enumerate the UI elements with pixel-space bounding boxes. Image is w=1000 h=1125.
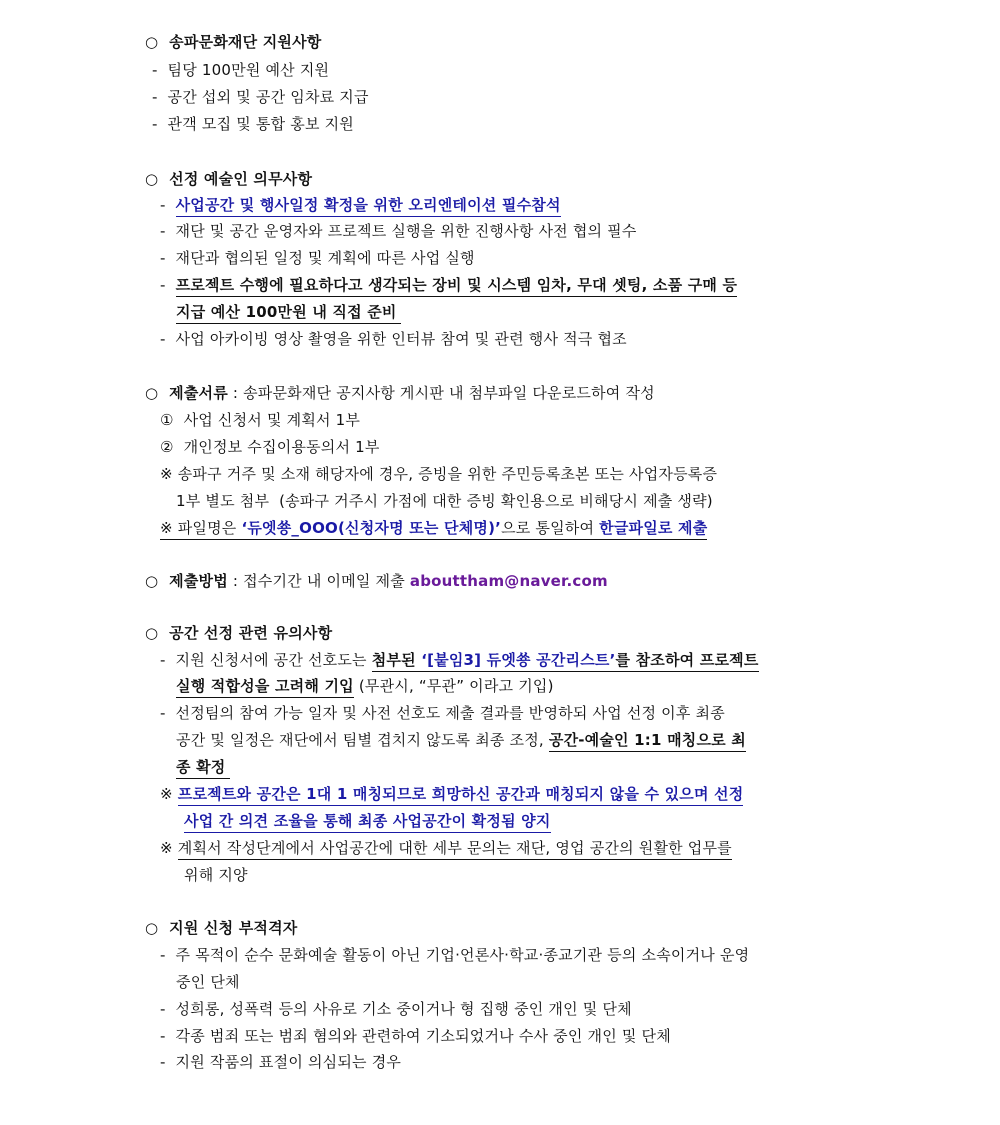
method-heading-label: ○ 제출방법 (145, 572, 228, 590)
ineligible-item-affiliation-cont: 중인 단체 (176, 973, 240, 991)
hwp-file-note: 한글파일로 제출 (599, 519, 708, 537)
space-item-preference-cont: 실행 적합성을 고려해 기입 (무관시, “무관” 이라고 기입) (176, 674, 554, 698)
matching-bold: 공간-예술인 1:1 매칭으로 최 (549, 729, 746, 752)
method-heading (145, 569, 608, 593)
filename-format: ‘듀엣쑝_OOO(신청자명 또는 단체명)’ (241, 519, 502, 537)
ineligible-item-crime: - 각종 범죄 또는 범죄 혐의와 관련하여 기소되었거나 수사 중인 개인 및 단체 (160, 1027, 671, 1045)
support-item-promo: - 관객 모집 및 통합 홍보 지원 (152, 115, 354, 133)
space-note-inquiry-cont: 위해 지양 (184, 866, 248, 884)
space-note-matching-cont (184, 809, 551, 833)
support-item-space: - 공간 섭외 및 공간 임차료 지급 (152, 88, 369, 106)
submission-email-link[interactable]: abouttham@naver.com (409, 572, 608, 590)
space-list-attachment: ‘[붙임3] 듀엣쑝 공간리스트’ (421, 651, 616, 669)
documents-note-filename (160, 516, 707, 540)
documents-heading (145, 381, 655, 405)
ineligible-heading: ○ 지원 신청 부적격자 (145, 919, 298, 937)
support-item-budget: - 팀당 100만원 예산 지원 (152, 61, 330, 79)
space-note-matching: ※ 프로젝트와 공간은 1대 1 매칭되므로 희망하신 공간과 매칭되지 않을 수 있으며 선정 (160, 782, 743, 806)
method-heading-desc: : 접수기간 내 이메일 제출 (227, 572, 410, 590)
space-item-adjust-cont2 (176, 755, 230, 779)
inquiry-note-line1: 계획서 작성단계에서 사업공간에 대한 세부 문의는 재단, 영업 공간의 원활한 업무를 (178, 837, 732, 860)
equipment-text-line2: 지급 예산 100만원 내 직접 준비 (176, 301, 401, 324)
ineligible-item-plagiarism: - 지원 작품의 표절이 의심되는 경우 (160, 1053, 402, 1071)
space-preference-bold: 첨부된 ‘[붙임3] 듀엣쑝 공간리스트’를 참조하여 프로젝트 (372, 649, 759, 672)
duties-item-orientation (160, 193, 561, 217)
matching-note-line1: 프로젝트와 공간은 1대 1 매칭되므로 희망하신 공간과 매칭되지 않을 수 있으며 선정 (178, 783, 744, 806)
duties-item-equipment-cont (176, 300, 401, 324)
matching-note-line2: 사업 간 의견 조율을 통해 최종 사업공간이 확정됨 양지 (184, 810, 551, 833)
space-item-adjust: - 선정팀의 참여 가능 일자 및 사전 선호도 제출 결과를 반영하되 사업 선정 이후 최종 (160, 704, 725, 722)
space-item-adjust-cont: 공간 및 일정은 재단에서 팀별 겹치지 않도록 최종 조정, 공간-예술인 1:1 매칭으로 최 (176, 728, 746, 752)
duties-item-execute: - 재단과 협의된 일정 및 계획에 따른 사업 실행 (160, 249, 475, 267)
space-heading: ○ 공간 선정 관련 유의사항 (145, 624, 333, 642)
list-dash: - (160, 196, 176, 214)
support-heading: ○ 송파문화재단 지원사항 (145, 33, 322, 51)
documents-item-consent: ② 개인정보 수집이용동의서 1부 (160, 438, 380, 456)
duties-heading: ○ 선정 예술인 의무사항 (145, 170, 313, 188)
filename-note: ※ 파일명은 ‘듀엣쑝_OOO(신청자명 또는 단체명)’으로 통일하여 한글파일로 제출 (160, 517, 707, 540)
space-note-inquiry: ※ 계획서 작성단계에서 사업공간에 대한 세부 문의는 재단, 영업 공간의 원활한 업무를 (160, 836, 732, 860)
documents-heading-label: ○ 제출서류 (145, 384, 228, 402)
equipment-text-line1: 프로젝트 수행에 필요하다고 생각되는 장비 및 시스템 임차, 무대 셋팅, 소품 구매 등 (176, 274, 738, 297)
duties-item-archive: - 사업 아카이빙 영상 촬영을 위한 인터뷰 참여 및 관련 행사 적극 협조 (160, 330, 627, 348)
matching-bold-end: 종 확정 (176, 756, 230, 779)
documents-item-application: ① 사업 신청서 및 계획서 1부 (160, 411, 361, 429)
documents-heading-desc: : 송파문화재단 공지사항 게시판 내 첨부파일 다운로드하여 작성 (227, 384, 655, 402)
documents-note-residence-cont: 1부 별도 첨부 (송파구 거주시 가점에 대한 증빙 확인용으로 비해당시 제출 생략) (176, 492, 713, 510)
documents-note-residence: ※ 송파구 거주 및 소재 해당자에 경우, 증빙을 위한 주민등록초본 또는 사업자등록증 (160, 465, 718, 483)
space-item-preference: - 지원 신청서에 공간 선호도는 첨부된 ‘[붙임3] 듀엣쑝 공간리스트’를 참조하여 프로젝트 (160, 648, 759, 672)
ineligible-item-harassment: - 성희롱, 성폭력 등의 사유로 기소 중이거나 형 집행 중인 개인 및 단체 (160, 1000, 632, 1018)
ineligible-item-affiliation: - 주 목적이 순수 문화예술 활동이 아닌 기업·언론사·학교·종교기관 등의 소속이거나 운영 (160, 946, 750, 964)
orientation-required-text: 사업공간 및 행사일정 확정을 위한 오리엔테이션 필수참석 (176, 194, 561, 217)
list-dash: - (160, 276, 176, 294)
duties-item-consult: - 재단 및 공간 운영자와 프로젝트 실행을 위한 진행사항 사전 협의 필수 (160, 222, 637, 240)
duties-item-equipment (160, 273, 737, 297)
space-suitability-bold: 실행 적합성을 고려해 기입 (176, 675, 354, 698)
